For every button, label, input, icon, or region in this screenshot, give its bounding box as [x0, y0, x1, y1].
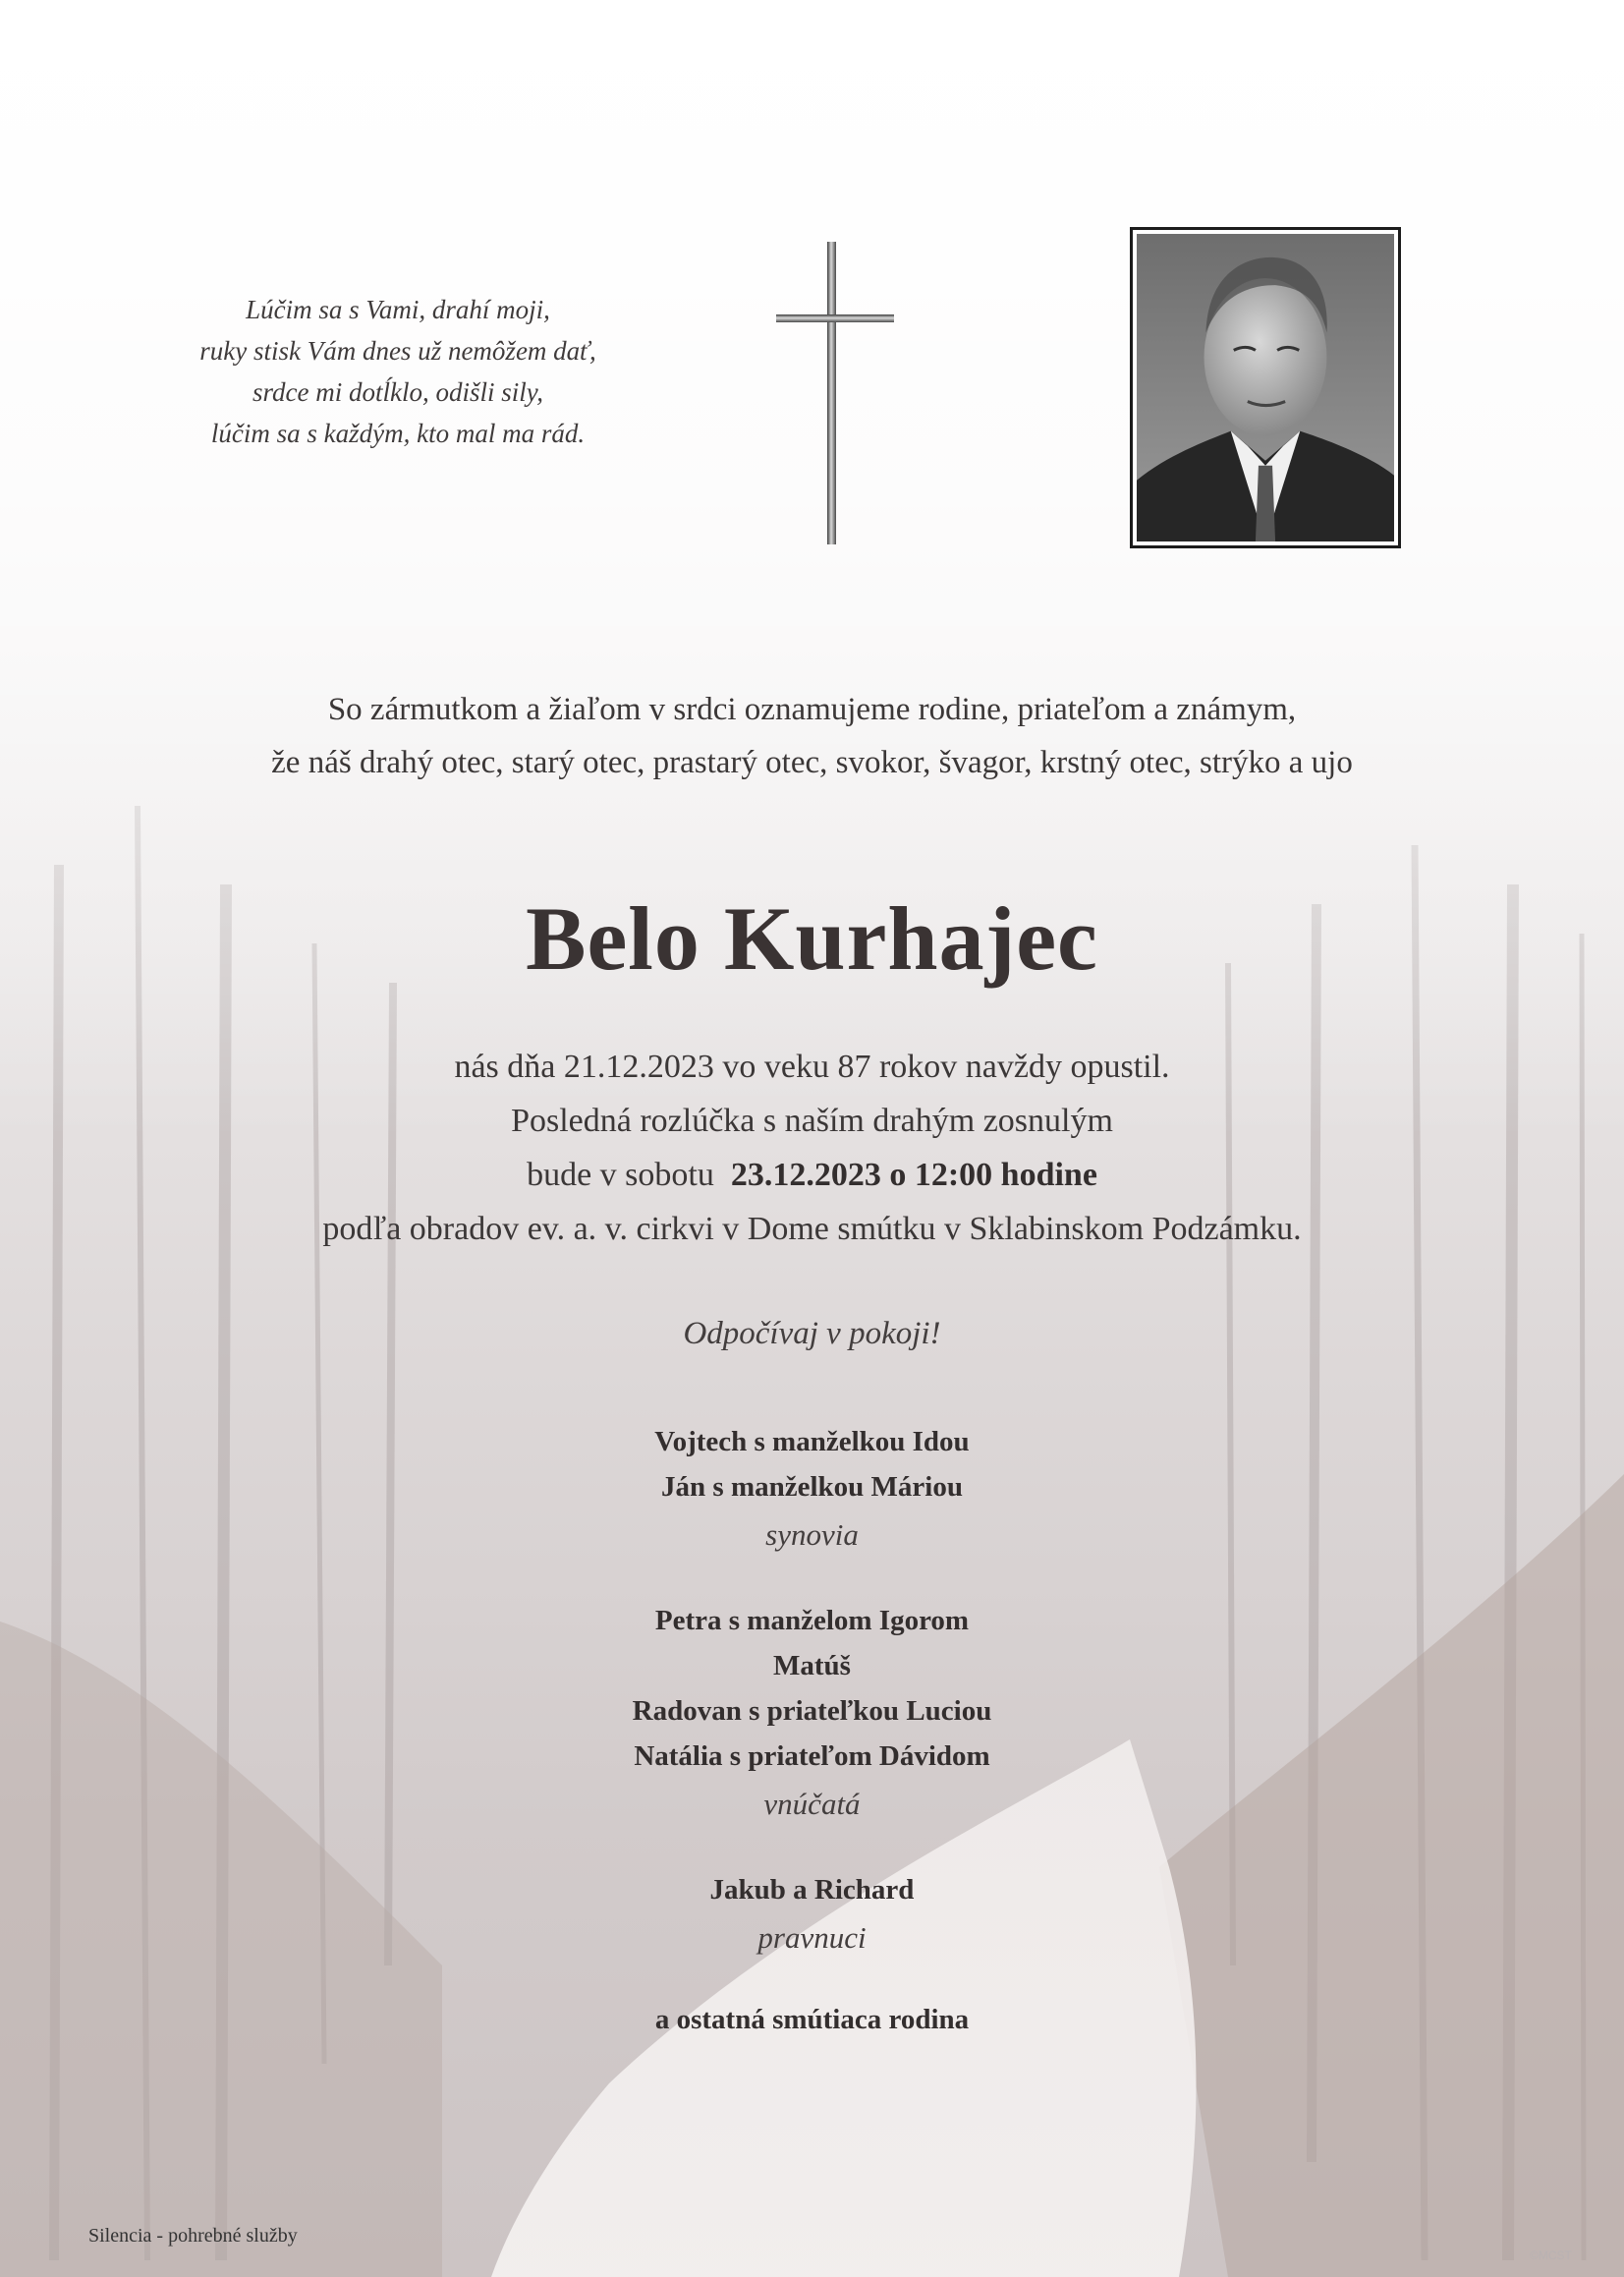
mourner-name: Matúš: [773, 1650, 851, 1681]
intro-line: So zármutkom a žiaľom v srdci oznamujeme rodine, priateľom a známym,: [327, 692, 1297, 727]
intro-line: že náš drahý otec, starý otec, prastarý otec, svokor, švagor, krstný otec, strýko a ujo: [271, 745, 1353, 780]
verse-line: lúčim sa s každým, kto mal ma rád.: [210, 419, 586, 448]
funeral-details: [0, 1040, 1624, 1256]
watermark: ©MCST: [1530, 2249, 1572, 2262]
verse-line: Lúčim sa s Vami, drahí moji,: [246, 295, 550, 324]
mourner-name: Vojtech s manželkou Idou: [654, 1426, 970, 1457]
funeral-service-credit: Silencia - pohrebné služby: [88, 2225, 298, 2247]
cross-icon: [766, 236, 904, 550]
mourners-list: [0, 1419, 1624, 2042]
death-date-line: nás dňa 21.12.2023 vo veku 87 rokov navždy opustil.: [454, 1049, 1170, 1085]
mourner-name: Ján s manželkou Máriou: [661, 1471, 963, 1503]
funeral-time-line: [0, 1148, 1624, 1202]
funeral-time-prefix: bude v sobotu: [527, 1157, 714, 1193]
mourner-name: Natália s priateľom Dávidom: [634, 1740, 990, 1772]
announcement-intro: [0, 683, 1624, 789]
verse: [147, 289, 648, 454]
relation-label: vnúčatá: [763, 1787, 861, 1821]
deceased-name: Belo Kurhajec: [526, 888, 1098, 989]
verse-line: srdce mi dotĺklo, odišli sily,: [252, 377, 543, 407]
verse-line: ruky stisk Vám dnes už nemôžem dať,: [199, 336, 596, 366]
mourner-name: Petra s manželom Igorom: [654, 1605, 970, 1636]
closing-line: a ostatná smútiaca rodina: [654, 2004, 970, 2035]
relation-label: pravnuci: [757, 1920, 867, 1955]
relation-label: synovia: [765, 1517, 859, 1552]
funeral-datetime: 23.12.2023 o 12:00 hodine: [730, 1157, 1097, 1193]
rest-in-peace: Odpočívaj v pokoji!: [683, 1316, 941, 1351]
farewell-line: Posledná rozlúčka s naším drahým zosnulým: [511, 1103, 1113, 1139]
mourner-name: Jakub a Richard: [709, 1874, 915, 1906]
mourner-name: Radovan s priateľkou Luciou: [632, 1695, 992, 1727]
deceased-portrait: [1130, 227, 1401, 548]
funeral-place-line: podľa obradov ev. a. v. cirkvi v Dome smútku v Sklabinskom Podzámku.: [322, 1211, 1302, 1247]
